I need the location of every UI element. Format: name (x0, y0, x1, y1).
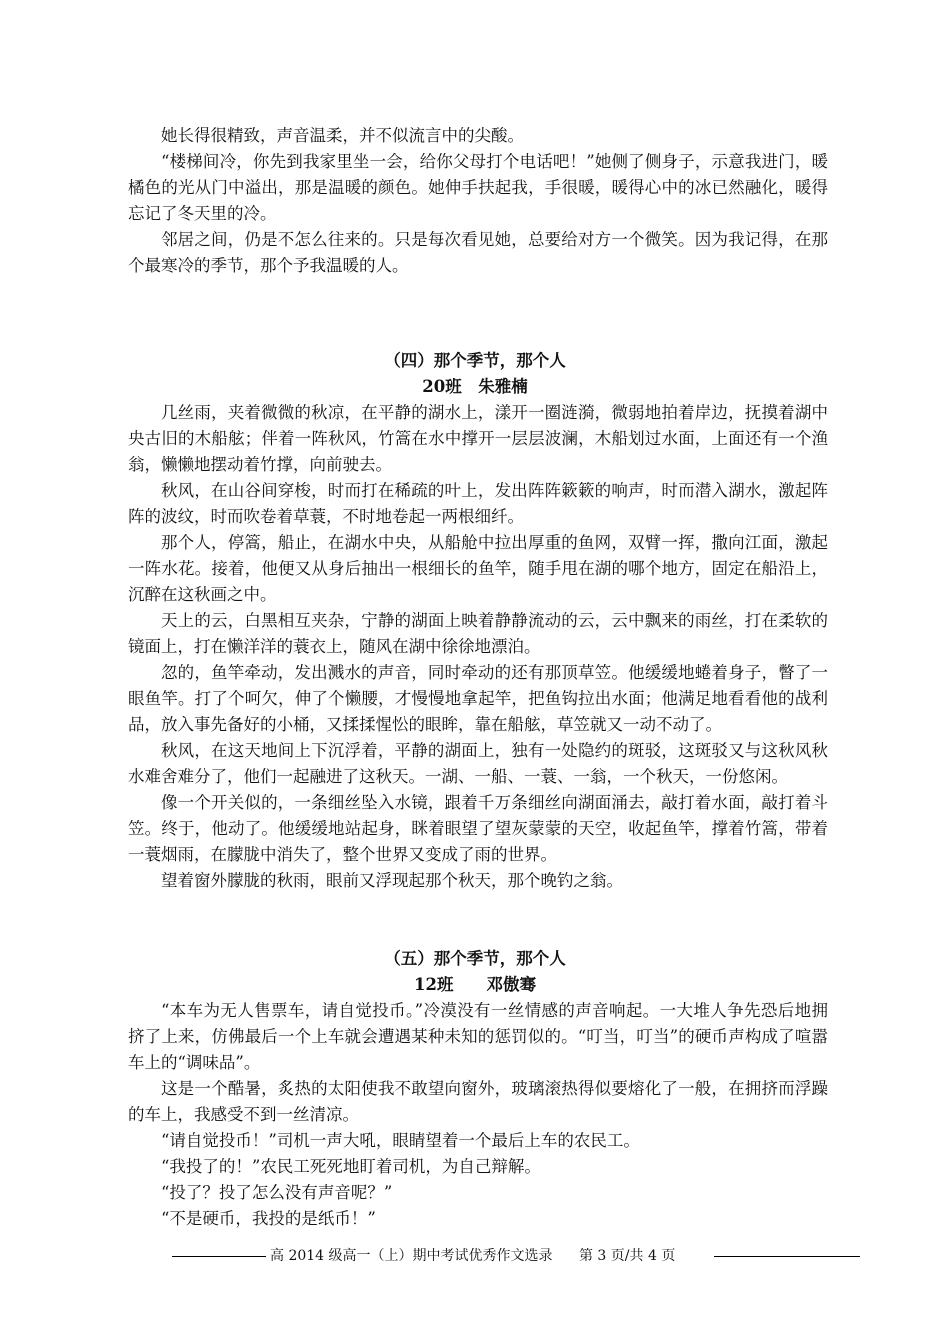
paragraph: 这是一个酷暑，炙热的太阳使我不敢望向窗外，玻璃滚热得似要熔化了一般，在拥挤而浮躁的车上，我感受不到一丝清凉。 (128, 1079, 828, 1124)
paragraph: “我投了的！”农民工死死地盯着司机，为自己辩解。 (161, 1157, 541, 1176)
paragraph: 她长得很精致，声音温柔，并不似流言中的尖酸。 (161, 126, 524, 145)
essay-author: 12班 邓傲骞 (414, 975, 536, 994)
paragraph: “本车为无人售票车，请自觉投币。”冷漠没有一丝情感的声音响起。一大堆人争先恐后地拥挤了上来，仿佛最后一个上车就会遭遇某种未知的惩罚似的。“叮当，叮当”的硬币声构成了喧嚣车上的“调味品”。 (128, 1001, 828, 1072)
paragraph: 望着窗外朦胧的秋雨，眼前又浮现起那个秋天，那个晚钓之翁。 (161, 871, 623, 890)
footer-text (270, 1246, 680, 1266)
footer-rule-right (714, 1256, 860, 1257)
essay-author: 20班 朱雅楠 (422, 377, 528, 396)
footer-page-number: 第 3 页/共 4 页 (578, 1248, 676, 1264)
paragraph: 像一个开关似的，一条细丝坠入水镜，跟着千万条细丝向湖面涌去，敲打着水面，敲打着斗笠。终于，他动了。他缓缓地站起身，眯着眼望了望灰蒙蒙的天空，收起鱼竿，撑着竹篙，带着一蓑烟雨，在朦胧中消失了，整个世界又变成了雨的世界。 (128, 793, 828, 864)
paragraph: 忽的，鱼竿牵动，发出溅水的声音，同时牵动的还有那顶草笠。他缓缓地蜷着身子，瞥了一眼鱼竿。打了个呵欠，伸了个懒腰，才慢慢地拿起竿，把鱼钩拉出水面；他满足地看看他的战利品，放入事先备好的小桶，又揉揉惺忪的眼眸，靠在船舷，草笠就又一动不动了。 (128, 663, 828, 734)
paragraph: 邻居之间，仍是不怎么往来的。只是每次看见她，总要给对方一个微笑。因为我记得，在那个最寒冷的季节，那个予我温暖的人。 (128, 230, 828, 275)
paragraph: 秋风，在山谷间穿梭，时而打在稀疏的叶上，发出阵阵簌簌的响声，时而潜入湖水，激起阵阵的波纹，时而吹卷着草蓑，不时地卷起一两根细纤。 (128, 481, 828, 526)
paragraph: “楼梯间冷，你先到我家里坐一会，给你父母打个电话吧！”她侧了侧身子，示意我进门，暖橘色的光从门中溢出，那是温暖的颜色。她伸手扶起我，手很暖，暖得心中的冰已然融化，暖得忘记了冬天里的冷。 (128, 152, 828, 223)
paragraph: 那个人，停篙，船止，在湖水中央，从船舱中拉出厚重的鱼网，双臂一挥，撒向江面，激起一阵水花。接着，他便又从身后抽出一根细长的鱼竿，随手甩在湖的哪个地方，固定在船沿上，沉醉在这秋画之中。 (128, 533, 828, 604)
paragraph: “投了？投了怎么没有声音呢？” (161, 1183, 393, 1202)
paragraph: 几丝雨，夹着微微的秋凉，在平静的湖水上，漾开一圈涟漪，微弱地拍着岸边，抚摸着湖中央古旧的木船舷；伴着一阵秋风，竹篙在水中撑开一层层波澜，木船划过水面，上面还有一个渔翁，懒懒地摆动着竹撑，向前驶去。 (128, 403, 828, 474)
paragraph: “请自觉投币！”司机一声大吼，眼睛望着一个最后上车的农民工。 (161, 1131, 640, 1150)
footer-title: 高 2014 级高一（上）期中考试优秀作文选录 (270, 1248, 553, 1264)
paragraph: 天上的云，白黑相互夹杂，宁静的湖面上映着静静流动的云，云中飘来的雨丝，打在柔软的镜面上，打在懒洋洋的蓑衣上，随风在湖中徐徐地漂泊。 (128, 611, 828, 656)
page-footer (0, 1244, 950, 1268)
paragraph: 秋风，在这天地间上下沉浮着，平静的湖面上，独有一处隐约的斑驳，这斑驳又与这秋风秋水难舍难分了，他们一起融进了这秋天。一湖、一船、一蓑、一翁，一个秋天，一份悠闲。 (128, 741, 828, 786)
essay-title: （五）那个季节，那个人 (384, 949, 566, 968)
essay-title: （四）那个季节，那个人 (384, 351, 566, 370)
paragraph: “不是硬币，我投的是纸币！” (161, 1209, 376, 1228)
footer-rule-left (172, 1256, 266, 1257)
